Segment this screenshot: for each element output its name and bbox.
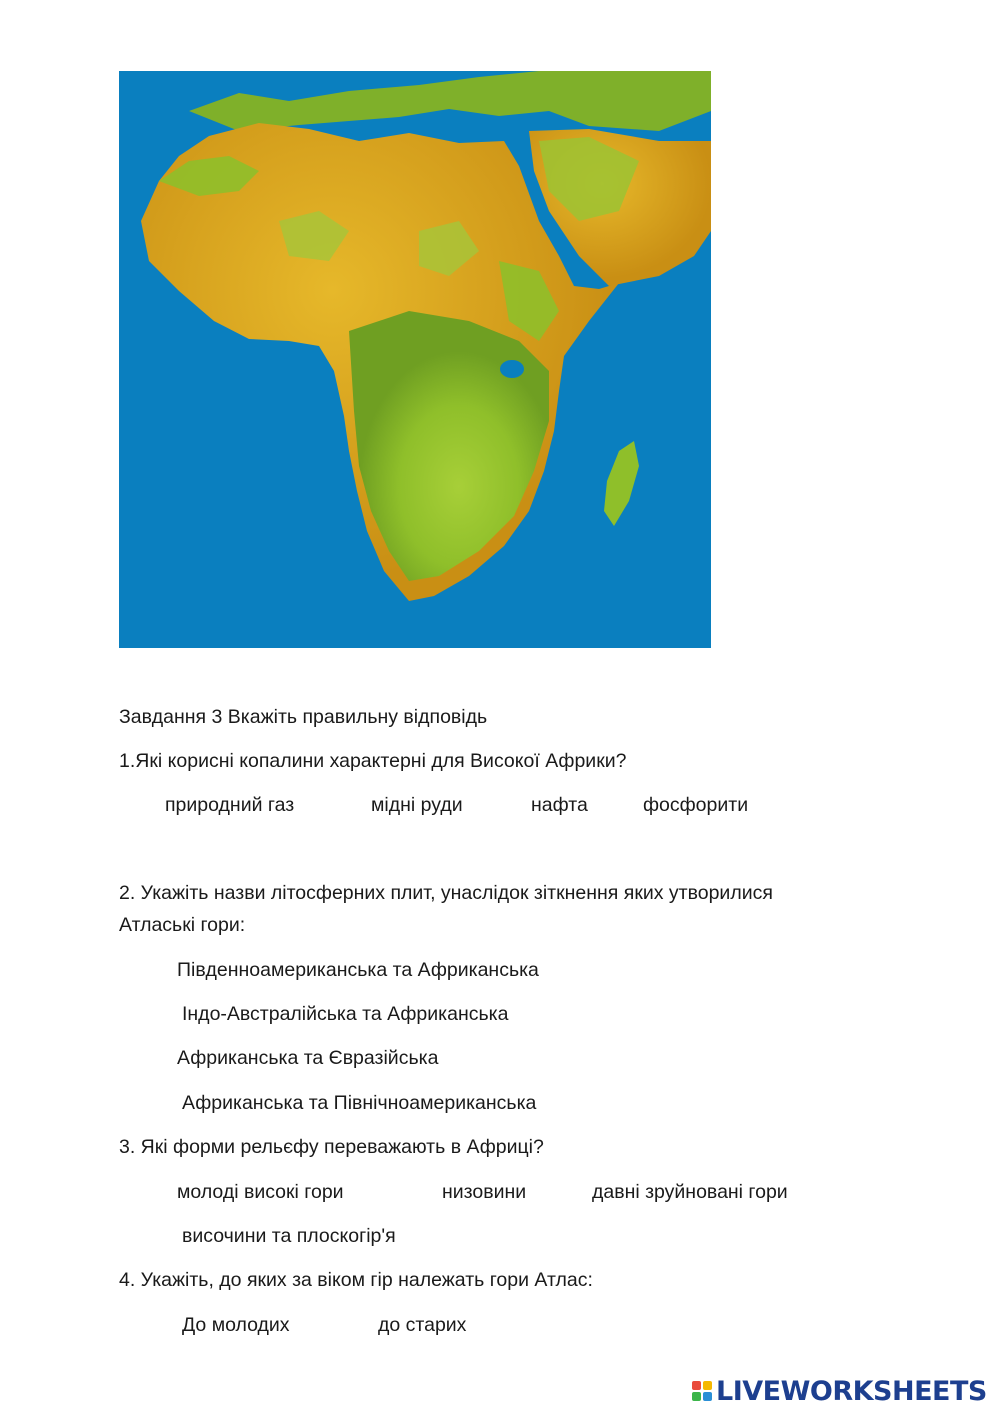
question-2-text-line1: 2. Укажіть назви літосферних плит, унаслідок зіткнення яких утворилися [119, 882, 773, 904]
q4-option-1[interactable]: До молодих [182, 1314, 290, 1336]
q1-option-4[interactable]: фосфорити [643, 794, 749, 816]
q2-option-3[interactable]: Африканська та Євразійська [177, 1047, 439, 1069]
question-4-text: 4. Укажіть, до яких за віком гір належать гори Атлас: [119, 1269, 593, 1291]
africa-relief-map [119, 71, 711, 648]
q3-option-3[interactable]: давні зруйновані гори [592, 1181, 788, 1203]
question-1-text: 1.Які корисні копалини характерні для Високої Африки? [119, 750, 627, 772]
task-heading: Завдання 3 Вкажіть правильну відповідь [119, 706, 488, 728]
q1-option-2[interactable]: мідні руди [371, 794, 463, 816]
brand-name: LIVEWORKSHEETS [716, 1375, 987, 1407]
q4-option-2[interactable]: до старих [378, 1314, 467, 1336]
q3-option-1[interactable]: молоді високі гори [177, 1181, 344, 1203]
q2-option-4[interactable]: Африканська та Північноамериканська [182, 1092, 537, 1114]
q3-option-4[interactable]: височини та плоскогір'я [182, 1225, 396, 1247]
q1-option-3[interactable]: нафта [531, 794, 588, 816]
q1-option-1[interactable]: природний газ [165, 794, 295, 816]
question-3-text: 3. Які форми рельєфу переважають в Африці? [119, 1136, 544, 1158]
question-2-text-line2: Атлаські гори: [119, 914, 246, 936]
liveworksheets-logo [692, 1374, 987, 1408]
q2-option-1[interactable]: Південноамериканська та Африканська [177, 959, 539, 981]
q3-option-2[interactable]: низовини [442, 1181, 527, 1203]
q2-option-2[interactable]: Індо-Австралійська та Африканська [182, 1003, 509, 1025]
liveworksheets-logo-icon [692, 1381, 712, 1401]
